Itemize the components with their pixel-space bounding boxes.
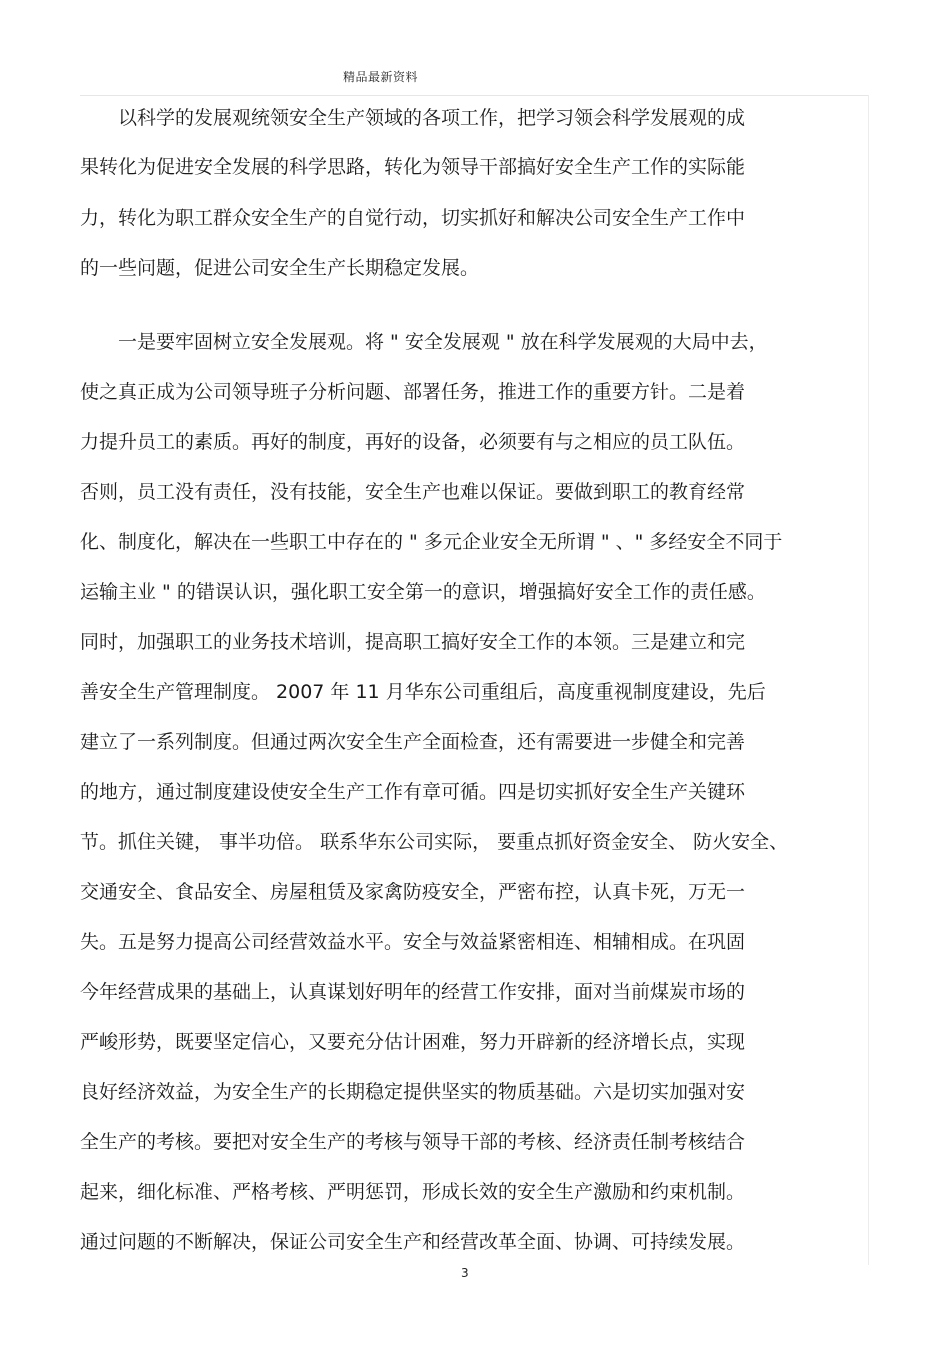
right-margin-rule (868, 95, 869, 1265)
body-line: 使之真正成为公司领导班子分析问题、部署任务，推进工作的重要方针。二是着 (80, 381, 746, 403)
body-line: 良好经济效益，为安全生产的长期稳定提供坚实的物质基础。六是切实加强对安 (80, 1081, 746, 1103)
page-number: 3 (461, 1266, 469, 1280)
body-line: 建立了一系列制度。但通过两次安全生产全面检查，还有需要进一步健全和完善 (80, 731, 746, 753)
body-line: 今年经营成果的基础上，认真谋划好明年的经营工作安排，面对当前煤炭市场的 (80, 981, 746, 1003)
body-line: 力，转化为职工群众安全生产的自觉行动，切实抓好和解决公司安全生产工作中 (80, 207, 746, 229)
body-line: 同时，加强职工的业务技术培训，提高职工搞好安全工作的本领。三是建立和完 (80, 631, 746, 653)
body-line: 起来，细化标准、严格考核、严明惩罚，形成长效的安全生产激励和约束机制。 (80, 1181, 746, 1203)
body-line: 化、制度化，解决在一些职工中存在的 " 多元企业安全无所谓 " 、" 多经安全不同于 (80, 531, 783, 553)
body-line: 果转化为促进安全发展的科学思路，转化为领导干部搞好安全生产工作的实际能 (80, 156, 746, 178)
body-line: 以科学的发展观统领安全生产领域的各项工作，把学习领会科学发展观的成 (118, 107, 746, 129)
body-line: 节。抓住关键， 事半功倍。 联系华东公司实际， 要重点抓好资金安全、 防火安全、 (80, 831, 789, 853)
body-line: 的地方，通过制度建设使安全生产工作有章可循。四是切实抓好安全生产关键环 (80, 781, 746, 803)
body-line: 严峻形势，既要坚定信心，又要充分估计困难，努力开辟新的经济增长点，实现 (80, 1031, 746, 1053)
body-line: 否则，员工没有责任，没有技能，安全生产也难以保证。要做到职工的教育经常 (80, 481, 746, 503)
body-line: 一是要牢固树立安全发展观。将 " 安全发展观 " 放在科学发展观的大局中去， (118, 331, 768, 353)
body-line: 全生产的考核。要把对安全生产的考核与领导干部的考核、经济责任制考核结合 (80, 1131, 746, 1153)
header-rule (80, 95, 868, 96)
body-line: 运输主业 " 的错误认识，强化职工安全第一的意识，增强搞好安全工作的责任感。 (80, 581, 766, 603)
body-line: 通过问题的不断解决，保证公司安全生产和经营改革全面、协调、可持续发展。 (80, 1231, 746, 1253)
body-line: 力提升员工的素质。再好的制度，再好的设备，必须要有与之相应的员工队伍。 (80, 431, 746, 453)
body-line: 善安全生产管理制度。 2007 年 11 月华东公司重组后，高度重视制度建设，先后 (80, 681, 766, 703)
body-line: 失。五是努力提高公司经营效益水平。安全与效益紧密相连、相辅相成。在巩固 (80, 931, 746, 953)
body-line: 交通安全、食品安全、房屋租赁及家禽防疫安全，严密布控，认真卡死，万无一 (80, 881, 746, 903)
page-header: 精品最新资料 (343, 70, 419, 84)
body-line: 的一些问题，促进公司安全生产长期稳定发展。 (80, 257, 480, 279)
